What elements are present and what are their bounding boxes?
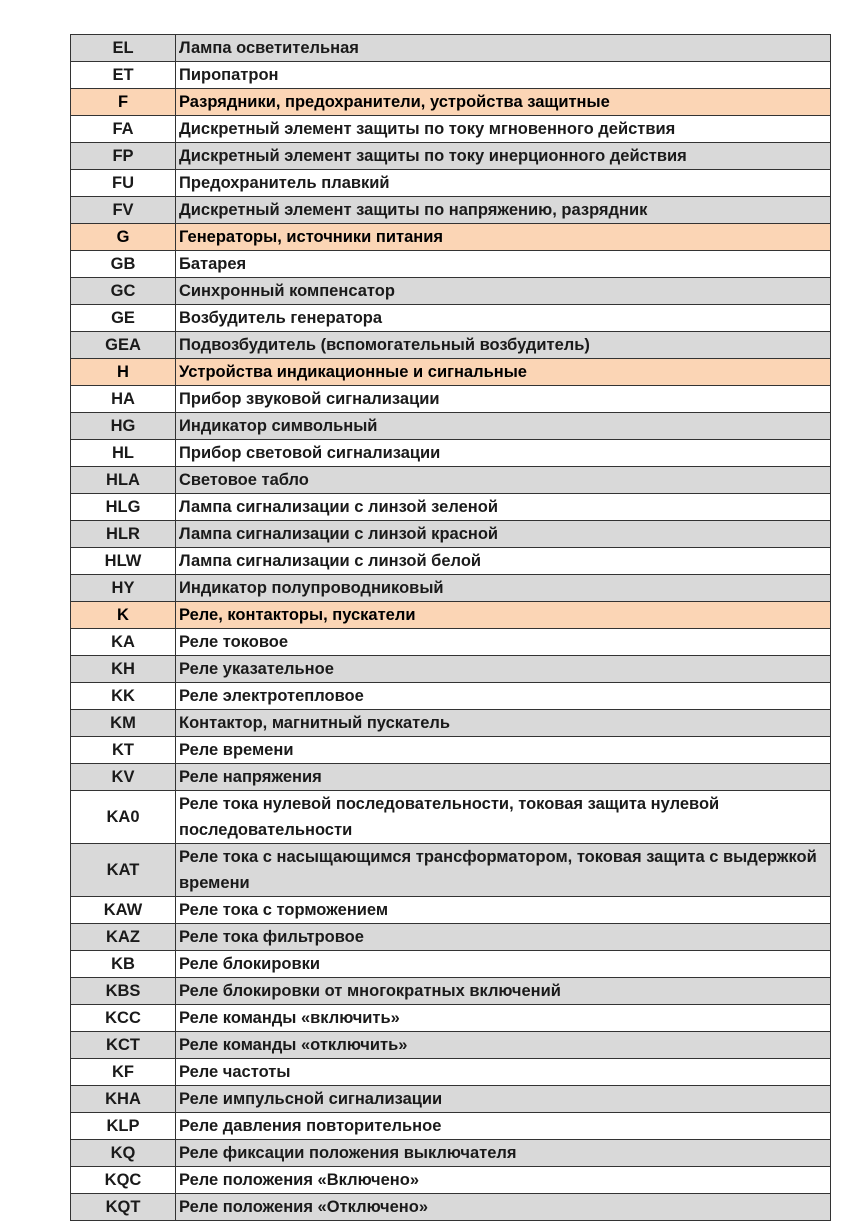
designation-code: KB bbox=[71, 951, 176, 978]
table-row bbox=[71, 1032, 831, 1059]
designation-code: KH bbox=[71, 656, 176, 683]
designation-code: HG bbox=[71, 413, 176, 440]
designation-code: HY bbox=[71, 575, 176, 602]
designation-description: Индикатор символьный bbox=[176, 413, 831, 440]
table-row bbox=[71, 35, 831, 62]
designation-description: Реле электротепловое bbox=[176, 683, 831, 710]
designation-description: Лампа сигнализации с линзой красной bbox=[176, 521, 831, 548]
designation-code: KQC bbox=[71, 1167, 176, 1194]
designation-description: Реле указательное bbox=[176, 656, 831, 683]
table-row bbox=[71, 440, 831, 467]
table-row bbox=[71, 710, 831, 737]
designation-description: Синхронный компенсатор bbox=[176, 278, 831, 305]
designation-description: Реле токовое bbox=[176, 629, 831, 656]
designation-code: KA bbox=[71, 629, 176, 656]
designation-description: Реле тока фильтровое bbox=[176, 924, 831, 951]
designation-description: Подвозбудитель (вспомогательный возбудитель) bbox=[176, 332, 831, 359]
table-row bbox=[71, 305, 831, 332]
designation-description: Реле импульсной сигнализации bbox=[176, 1086, 831, 1113]
designation-table bbox=[70, 34, 831, 1221]
designation-description: Прибор световой сигнализации bbox=[176, 440, 831, 467]
table-row bbox=[71, 978, 831, 1005]
designation-description: Реле команды «включить» bbox=[176, 1005, 831, 1032]
designation-code: GEA bbox=[71, 332, 176, 359]
table-row bbox=[71, 656, 831, 683]
designation-code: KCT bbox=[71, 1032, 176, 1059]
designation-description: Реле частоты bbox=[176, 1059, 831, 1086]
designation-description: Световое табло bbox=[176, 467, 831, 494]
designation-code: KT bbox=[71, 737, 176, 764]
designation-code: K bbox=[71, 602, 176, 629]
designation-code: HLA bbox=[71, 467, 176, 494]
table-row bbox=[71, 1194, 831, 1221]
table-row bbox=[71, 278, 831, 305]
designation-code: EL bbox=[71, 35, 176, 62]
designation-description: Дискретный элемент защиты по напряжению, разрядник bbox=[176, 197, 831, 224]
designation-description: Индикатор полупроводниковый bbox=[176, 575, 831, 602]
table-row bbox=[71, 629, 831, 656]
designation-description: Реле напряжения bbox=[176, 764, 831, 791]
designation-code: ET bbox=[71, 62, 176, 89]
designation-description: Реле тока нулевой последовательности, токовая защита нулевой последовательности bbox=[176, 791, 831, 844]
designation-code: H bbox=[71, 359, 176, 386]
table-row bbox=[71, 521, 831, 548]
designation-code: HA bbox=[71, 386, 176, 413]
designation-code: KCC bbox=[71, 1005, 176, 1032]
table-row bbox=[71, 62, 831, 89]
designation-code: KQT bbox=[71, 1194, 176, 1221]
table-row bbox=[71, 494, 831, 521]
table-row bbox=[71, 924, 831, 951]
designation-description: Реле команды «отключить» bbox=[176, 1032, 831, 1059]
table-row bbox=[71, 386, 831, 413]
designation-code: FA bbox=[71, 116, 176, 143]
table-row bbox=[71, 791, 831, 844]
table-row bbox=[71, 1113, 831, 1140]
table-row bbox=[71, 737, 831, 764]
table-row bbox=[71, 251, 831, 278]
designation-description: Реле времени bbox=[176, 737, 831, 764]
designation-code: G bbox=[71, 224, 176, 251]
designation-description: Предохранитель плавкий bbox=[176, 170, 831, 197]
table-row bbox=[71, 143, 831, 170]
designation-code: KBS bbox=[71, 978, 176, 1005]
designation-code: KLP bbox=[71, 1113, 176, 1140]
designation-code: GE bbox=[71, 305, 176, 332]
designation-description: Дискретный элемент защиты по току инерционного действия bbox=[176, 143, 831, 170]
designation-code: GB bbox=[71, 251, 176, 278]
designation-description: Устройства индикационные и сигнальные bbox=[176, 359, 831, 386]
designation-description: Генераторы, источники питания bbox=[176, 224, 831, 251]
table-row bbox=[71, 548, 831, 575]
designation-description: Прибор звуковой сигнализации bbox=[176, 386, 831, 413]
table-row bbox=[71, 575, 831, 602]
designation-code: KK bbox=[71, 683, 176, 710]
designation-code: KM bbox=[71, 710, 176, 737]
designation-description: Батарея bbox=[176, 251, 831, 278]
designation-description: Лампа осветительная bbox=[176, 35, 831, 62]
table-row bbox=[71, 951, 831, 978]
table-section-heading-row bbox=[71, 89, 831, 116]
table-section-heading-row bbox=[71, 602, 831, 629]
table-row bbox=[71, 1140, 831, 1167]
table-row bbox=[71, 1005, 831, 1032]
designation-table-body bbox=[71, 35, 831, 1221]
designation-code: KA0 bbox=[71, 791, 176, 844]
designation-code: KV bbox=[71, 764, 176, 791]
table-row bbox=[71, 683, 831, 710]
table-row bbox=[71, 197, 831, 224]
table-row bbox=[71, 844, 831, 897]
designation-description: Возбудитель генератора bbox=[176, 305, 831, 332]
designation-code: GC bbox=[71, 278, 176, 305]
designation-description: Реле положения «Включено» bbox=[176, 1167, 831, 1194]
designation-code: HLR bbox=[71, 521, 176, 548]
table-row bbox=[71, 332, 831, 359]
table-row bbox=[71, 413, 831, 440]
designation-code: KQ bbox=[71, 1140, 176, 1167]
designation-code: FU bbox=[71, 170, 176, 197]
table-section-heading-row bbox=[71, 224, 831, 251]
designation-code: HLG bbox=[71, 494, 176, 521]
table-row bbox=[71, 116, 831, 143]
table-row bbox=[71, 1086, 831, 1113]
designation-description: Реле фиксации положения выключателя bbox=[176, 1140, 831, 1167]
designation-description: Реле, контакторы, пускатели bbox=[176, 602, 831, 629]
designation-description: Лампа сигнализации с линзой белой bbox=[176, 548, 831, 575]
designation-code: KAT bbox=[71, 844, 176, 897]
designation-description: Реле тока с насыщающимся трансформатором, токовая защита с выдержкой времени bbox=[176, 844, 831, 897]
designation-code: FP bbox=[71, 143, 176, 170]
designation-code: HL bbox=[71, 440, 176, 467]
table-row bbox=[71, 467, 831, 494]
table-row bbox=[71, 1059, 831, 1086]
table-row bbox=[71, 764, 831, 791]
designation-code: F bbox=[71, 89, 176, 116]
table-row bbox=[71, 897, 831, 924]
table-row bbox=[71, 170, 831, 197]
designation-code: KF bbox=[71, 1059, 176, 1086]
table-row bbox=[71, 1167, 831, 1194]
designation-description: Контактор, магнитный пускатель bbox=[176, 710, 831, 737]
designation-code: KHA bbox=[71, 1086, 176, 1113]
designation-code: KAZ bbox=[71, 924, 176, 951]
designation-description: Реле блокировки от многократных включений bbox=[176, 978, 831, 1005]
designation-code: HLW bbox=[71, 548, 176, 575]
designation-description: Разрядники, предохранители, устройства защитные bbox=[176, 89, 831, 116]
designation-description: Реле давления повторительное bbox=[176, 1113, 831, 1140]
designation-code: FV bbox=[71, 197, 176, 224]
designation-description: Лампа сигнализации с линзой зеленой bbox=[176, 494, 831, 521]
designation-description: Реле тока с торможением bbox=[176, 897, 831, 924]
designation-description: Дискретный элемент защиты по току мгновенного действия bbox=[176, 116, 831, 143]
table-section-heading-row bbox=[71, 359, 831, 386]
designation-code: KAW bbox=[71, 897, 176, 924]
designation-description: Реле положения «Отключено» bbox=[176, 1194, 831, 1221]
designation-description: Пиропатрон bbox=[176, 62, 831, 89]
designation-description: Реле блокировки bbox=[176, 951, 831, 978]
